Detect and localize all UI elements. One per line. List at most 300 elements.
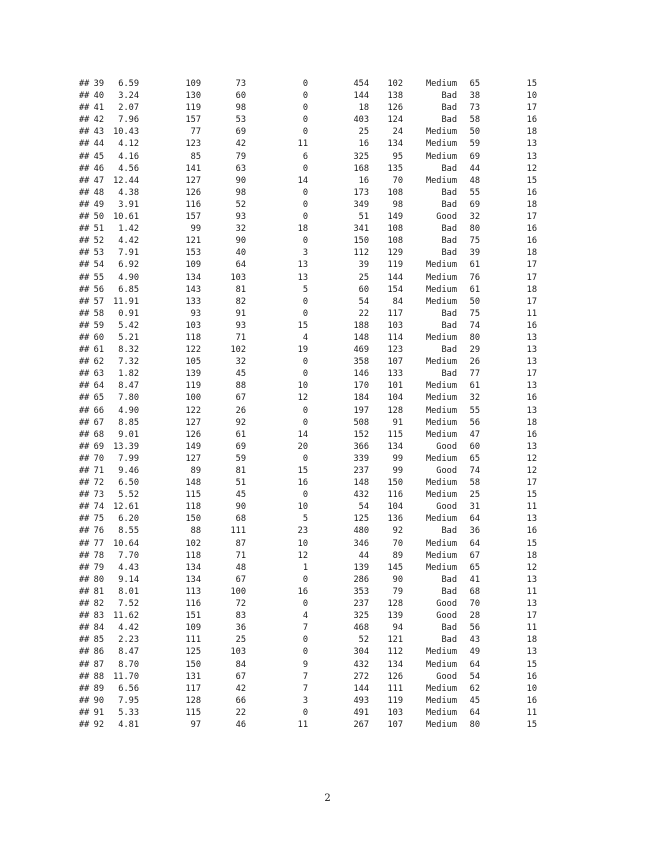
comment-prefix: ## (79, 405, 90, 416)
row-index: 56 (93, 284, 104, 295)
comment-prefix: ## (79, 611, 90, 622)
row-index: 59 (93, 320, 104, 331)
value-cell: 16 (297, 586, 308, 597)
value-cell: 99 (392, 466, 403, 476)
comment-prefix: ## (79, 453, 90, 464)
value-cell: 20 (297, 441, 308, 452)
value-cell: 4 (302, 611, 308, 622)
output-line (79, 538, 549, 550)
value-cell: 10 (297, 502, 308, 513)
comment-prefix: ## (79, 393, 90, 404)
output-line (79, 284, 549, 296)
value-cell: 12 (526, 466, 537, 476)
value-cell: 16 (526, 526, 537, 537)
value-cell: 7.70 (118, 550, 139, 561)
value-cell: 9.14 (118, 574, 139, 585)
output-line (79, 199, 549, 211)
value-cell: 151 (185, 611, 201, 622)
value-cell: 67 (469, 550, 480, 561)
value-cell: 149 (185, 441, 201, 452)
comment-prefix: ## (79, 490, 90, 501)
value-cell: 16 (526, 320, 537, 331)
value-cell: 83 (235, 611, 246, 622)
value-cell: 102 (185, 538, 201, 549)
value-cell: Bad (441, 623, 457, 634)
value-cell: 104 (387, 393, 403, 404)
value-cell: 16 (358, 139, 369, 150)
value-cell: 64 (469, 707, 480, 718)
value-cell: 154 (387, 284, 403, 295)
value-cell: 468 (353, 623, 369, 634)
value-cell: 6.59 (118, 79, 139, 89)
value-cell: 15 (526, 659, 537, 670)
value-cell: 56 (469, 623, 480, 634)
value-cell: 3 (302, 695, 308, 706)
value-cell: 4.42 (118, 236, 139, 247)
value-cell: 50 (469, 296, 480, 307)
value-cell: 197 (353, 405, 369, 416)
value-cell: 13 (526, 514, 537, 525)
value-cell: Bad (441, 320, 457, 331)
value-cell: 133 (387, 369, 403, 380)
output-line (79, 550, 549, 562)
value-cell: 134 (185, 562, 201, 573)
output-line (79, 392, 549, 404)
output-line (79, 163, 549, 175)
value-cell: 11 (526, 502, 537, 513)
row-index: 43 (93, 127, 104, 138)
value-cell: Medium (425, 550, 457, 561)
row-index: 89 (93, 683, 104, 694)
comment-prefix: ## (79, 635, 90, 646)
row-index: 65 (93, 393, 104, 404)
value-cell: 0 (302, 647, 308, 658)
value-cell: 139 (387, 611, 403, 622)
value-cell: 116 (185, 599, 201, 610)
value-cell: Bad (441, 574, 457, 585)
value-cell: Medium (425, 695, 457, 706)
value-cell: 93 (235, 320, 246, 331)
value-cell: 56 (469, 417, 480, 428)
value-cell: 115 (387, 429, 403, 440)
value-cell: Medium (425, 562, 457, 573)
row-index: 82 (93, 599, 104, 610)
value-cell: 90 (235, 175, 246, 186)
value-cell: Medium (425, 453, 457, 464)
value-cell: 108 (387, 236, 403, 247)
value-cell: 23 (297, 526, 308, 537)
value-cell: 13 (526, 441, 537, 452)
value-cell: 64 (469, 659, 480, 670)
output-line (79, 78, 549, 90)
value-cell: 118 (185, 502, 201, 513)
value-cell: 102 (230, 345, 246, 356)
value-cell: 69 (235, 441, 246, 452)
output-line (79, 296, 549, 308)
comment-prefix: ## (79, 357, 90, 368)
value-cell: 126 (387, 103, 403, 114)
comment-prefix: ## (79, 139, 90, 150)
value-cell: 26 (469, 357, 480, 368)
value-cell: 25 (469, 490, 480, 501)
value-cell: 0 (302, 163, 308, 174)
value-cell: 117 (185, 683, 201, 694)
value-cell: 93 (235, 212, 246, 223)
value-cell: Medium (425, 490, 457, 501)
comment-prefix: ## (79, 284, 90, 295)
row-index: 74 (93, 502, 104, 513)
value-cell: 7.96 (118, 115, 139, 126)
value-cell: Bad (441, 248, 457, 259)
value-cell: 325 (353, 151, 369, 162)
row-index: 55 (93, 272, 104, 283)
value-cell: 131 (185, 671, 201, 682)
value-cell: 68 (469, 586, 480, 597)
value-cell: 90 (235, 502, 246, 513)
value-cell: 32 (469, 393, 480, 404)
value-cell: Medium (425, 151, 457, 162)
value-cell: 49 (469, 647, 480, 658)
value-cell: 54 (358, 502, 369, 513)
value-cell: 148 (185, 478, 201, 489)
value-cell: 80 (469, 719, 480, 730)
output-line (79, 417, 549, 429)
value-cell: 77 (190, 127, 201, 138)
value-cell: 112 (387, 647, 403, 658)
value-cell: 11 (526, 308, 537, 319)
value-cell: Bad (441, 199, 457, 210)
value-cell: 65 (469, 562, 480, 573)
comment-prefix: ## (79, 417, 90, 428)
value-cell: 0 (302, 707, 308, 718)
row-index: 87 (93, 659, 104, 670)
value-cell: 16 (526, 236, 537, 247)
value-cell: 45 (235, 369, 246, 380)
value-cell: 113 (185, 586, 201, 597)
value-cell: 64 (469, 514, 480, 525)
value-cell: Medium (425, 647, 457, 658)
value-cell: 42 (235, 139, 246, 150)
value-cell: 304 (353, 647, 369, 658)
value-cell: Bad (441, 163, 457, 174)
output-line (79, 247, 549, 259)
row-index: 77 (93, 538, 104, 549)
value-cell: 9.01 (118, 429, 139, 440)
value-cell: 126 (387, 671, 403, 682)
comment-prefix: ## (79, 260, 90, 271)
value-cell: 119 (185, 381, 201, 392)
value-cell: 135 (387, 163, 403, 174)
value-cell: 67 (235, 393, 246, 404)
value-cell: 80 (469, 224, 480, 235)
value-cell: 133 (185, 296, 201, 307)
value-cell: 61 (469, 284, 480, 295)
comment-prefix: ## (79, 574, 90, 585)
value-cell: Medium (425, 683, 457, 694)
value-cell: 16 (526, 671, 537, 682)
value-cell: 139 (353, 562, 369, 573)
value-cell: 6.50 (118, 478, 139, 489)
value-cell: 17 (526, 611, 537, 622)
comment-prefix: ## (79, 248, 90, 259)
value-cell: Bad (441, 236, 457, 247)
value-cell: 272 (353, 671, 369, 682)
value-cell: 52 (235, 199, 246, 210)
value-cell: 7 (302, 671, 308, 682)
comment-prefix: ## (79, 683, 90, 694)
value-cell: 148 (353, 478, 369, 489)
value-cell: 45 (469, 695, 480, 706)
value-cell: 55 (469, 405, 480, 416)
comment-prefix: ## (79, 320, 90, 331)
value-cell: 47 (469, 429, 480, 440)
value-cell: 38 (469, 91, 480, 102)
value-cell: 10.43 (113, 127, 139, 138)
value-cell: 11 (526, 623, 537, 634)
value-cell: 82 (235, 296, 246, 307)
value-cell: 105 (185, 357, 201, 368)
value-cell: 0.91 (118, 308, 139, 319)
value-cell: 4.43 (118, 562, 139, 573)
value-cell: 103 (387, 707, 403, 718)
row-index: 73 (93, 490, 104, 501)
value-cell: 24 (392, 127, 403, 138)
value-cell: Medium (425, 381, 457, 392)
value-cell: 125 (185, 647, 201, 658)
value-cell: 16 (297, 478, 308, 489)
value-cell: Medium (425, 296, 457, 307)
value-cell: 19 (297, 345, 308, 356)
value-cell: 4.16 (118, 151, 139, 162)
output-line (79, 259, 549, 271)
value-cell: 90 (235, 236, 246, 247)
value-cell: 4.56 (118, 163, 139, 174)
output-line (79, 344, 549, 356)
output-line (79, 356, 549, 368)
row-index: 50 (93, 212, 104, 223)
value-cell: 59 (235, 453, 246, 464)
value-cell: 0 (302, 236, 308, 247)
value-cell: 100 (185, 393, 201, 404)
comment-prefix: ## (79, 308, 90, 319)
value-cell: 74 (469, 320, 480, 331)
value-cell: 17 (526, 369, 537, 380)
row-index: 60 (93, 332, 104, 343)
value-cell: Bad (441, 308, 457, 319)
row-index: 85 (93, 635, 104, 646)
value-cell: 0 (302, 453, 308, 464)
value-cell: 114 (387, 332, 403, 343)
value-cell: 1.42 (118, 224, 139, 235)
value-cell: 11 (297, 719, 308, 730)
value-cell: 111 (185, 635, 201, 646)
comment-prefix: ## (79, 332, 90, 343)
value-cell: 129 (387, 248, 403, 259)
value-cell: 17 (526, 260, 537, 271)
value-cell: 10 (526, 91, 537, 102)
output-line (79, 332, 549, 344)
value-cell: 104 (387, 502, 403, 513)
value-cell: 148 (353, 332, 369, 343)
row-index: 39 (93, 79, 104, 89)
row-index: 48 (93, 187, 104, 198)
value-cell: Bad (441, 526, 457, 537)
value-cell: 16 (526, 115, 537, 126)
value-cell: 69 (469, 151, 480, 162)
output-line (79, 453, 549, 465)
output-line (79, 405, 549, 417)
output-line (79, 622, 549, 634)
output-line (79, 429, 549, 441)
comment-prefix: ## (79, 381, 90, 392)
value-cell: Good (436, 611, 457, 622)
row-index: 75 (93, 514, 104, 525)
value-cell: 5.21 (118, 332, 139, 343)
value-cell: 119 (185, 103, 201, 114)
value-cell: 10.61 (113, 212, 139, 223)
value-cell: Medium (425, 272, 457, 283)
value-cell: 144 (387, 272, 403, 283)
value-cell: Medium (425, 478, 457, 489)
output-line (79, 513, 549, 525)
value-cell: 0 (302, 115, 308, 126)
output-line (79, 368, 549, 380)
comment-prefix: ## (79, 441, 90, 452)
value-cell: 108 (387, 224, 403, 235)
value-cell: 28 (469, 611, 480, 622)
value-cell: 146 (353, 369, 369, 380)
value-cell: 58 (469, 115, 480, 126)
row-index: 88 (93, 671, 104, 682)
value-cell: 54 (469, 671, 480, 682)
value-cell: 97 (190, 719, 201, 730)
value-cell: 480 (353, 526, 369, 537)
value-cell: 87 (235, 538, 246, 549)
comment-prefix: ## (79, 224, 90, 235)
value-cell: 25 (358, 127, 369, 138)
comment-prefix: ## (79, 79, 90, 89)
value-cell: 403 (353, 115, 369, 126)
comment-prefix: ## (79, 163, 90, 174)
value-cell: Good (436, 502, 457, 513)
value-cell: 32 (235, 224, 246, 235)
value-cell: 36 (469, 526, 480, 537)
value-cell: 16 (358, 175, 369, 186)
value-cell: 18 (526, 127, 537, 138)
value-cell: 8.70 (118, 659, 139, 670)
value-cell: 116 (387, 490, 403, 501)
value-cell: 8.47 (118, 647, 139, 658)
output-line (79, 114, 549, 126)
value-cell: 10 (297, 538, 308, 549)
value-cell: 98 (392, 199, 403, 210)
value-cell: 36 (235, 623, 246, 634)
value-cell: 98 (235, 103, 246, 114)
value-cell: 2.07 (118, 103, 139, 114)
value-cell: 67 (235, 574, 246, 585)
value-cell: Medium (425, 260, 457, 271)
value-cell: 8.01 (118, 586, 139, 597)
value-cell: Good (436, 599, 457, 610)
value-cell: 125 (353, 514, 369, 525)
value-cell: 134 (185, 574, 201, 585)
value-cell: 45 (235, 490, 246, 501)
value-cell: 88 (235, 381, 246, 392)
comment-prefix: ## (79, 236, 90, 247)
value-cell: 13 (526, 139, 537, 150)
value-cell: 81 (235, 284, 246, 295)
value-cell: 41 (469, 574, 480, 585)
row-index: 67 (93, 417, 104, 428)
value-cell: 11 (526, 586, 537, 597)
value-cell: 32 (469, 212, 480, 223)
value-cell: 5.52 (118, 490, 139, 501)
value-cell: 144 (353, 683, 369, 694)
value-cell: 58 (469, 478, 480, 489)
value-cell: 126 (185, 429, 201, 440)
output-line (79, 598, 549, 610)
value-cell: 0 (302, 599, 308, 610)
value-cell: 353 (353, 586, 369, 597)
value-cell: 4.38 (118, 187, 139, 198)
row-index: 58 (93, 308, 104, 319)
value-cell: 68 (235, 514, 246, 525)
value-cell: 72 (235, 599, 246, 610)
value-cell: 13 (297, 260, 308, 271)
output-line (79, 501, 549, 513)
output-line (79, 441, 549, 453)
comment-prefix: ## (79, 719, 90, 730)
comment-prefix: ## (79, 599, 90, 610)
row-index: 42 (93, 115, 104, 126)
value-cell: 3.91 (118, 199, 139, 210)
value-cell: Medium (425, 79, 457, 89)
value-cell: 92 (392, 526, 403, 537)
value-cell: 25 (358, 272, 369, 283)
value-cell: Medium (425, 514, 457, 525)
row-index: 92 (93, 719, 104, 730)
value-cell: 10.64 (113, 538, 139, 549)
row-index: 70 (93, 453, 104, 464)
output-line (79, 574, 549, 586)
comment-prefix: ## (79, 707, 90, 718)
value-cell: 16 (526, 429, 537, 440)
value-cell: 91 (392, 417, 403, 428)
value-cell: Bad (441, 187, 457, 198)
value-cell: 4.12 (118, 139, 139, 150)
value-cell: Medium (425, 357, 457, 368)
value-cell: Bad (441, 91, 457, 102)
comment-prefix: ## (79, 103, 90, 114)
value-cell: 0 (302, 369, 308, 380)
value-cell: 145 (387, 562, 403, 573)
value-cell: 13 (526, 405, 537, 416)
row-index: 68 (93, 429, 104, 440)
value-cell: 29 (469, 345, 480, 356)
value-cell: 17 (526, 272, 537, 283)
comment-prefix: ## (79, 647, 90, 658)
output-line (79, 634, 549, 646)
output-line (79, 659, 549, 671)
value-cell: 6.56 (118, 683, 139, 694)
value-cell: 39 (358, 260, 369, 271)
value-cell: 79 (392, 586, 403, 597)
value-cell: 0 (302, 490, 308, 501)
comment-prefix: ## (79, 550, 90, 561)
value-cell: 73 (469, 103, 480, 114)
value-cell: 13 (526, 357, 537, 368)
value-cell: 123 (185, 139, 201, 150)
